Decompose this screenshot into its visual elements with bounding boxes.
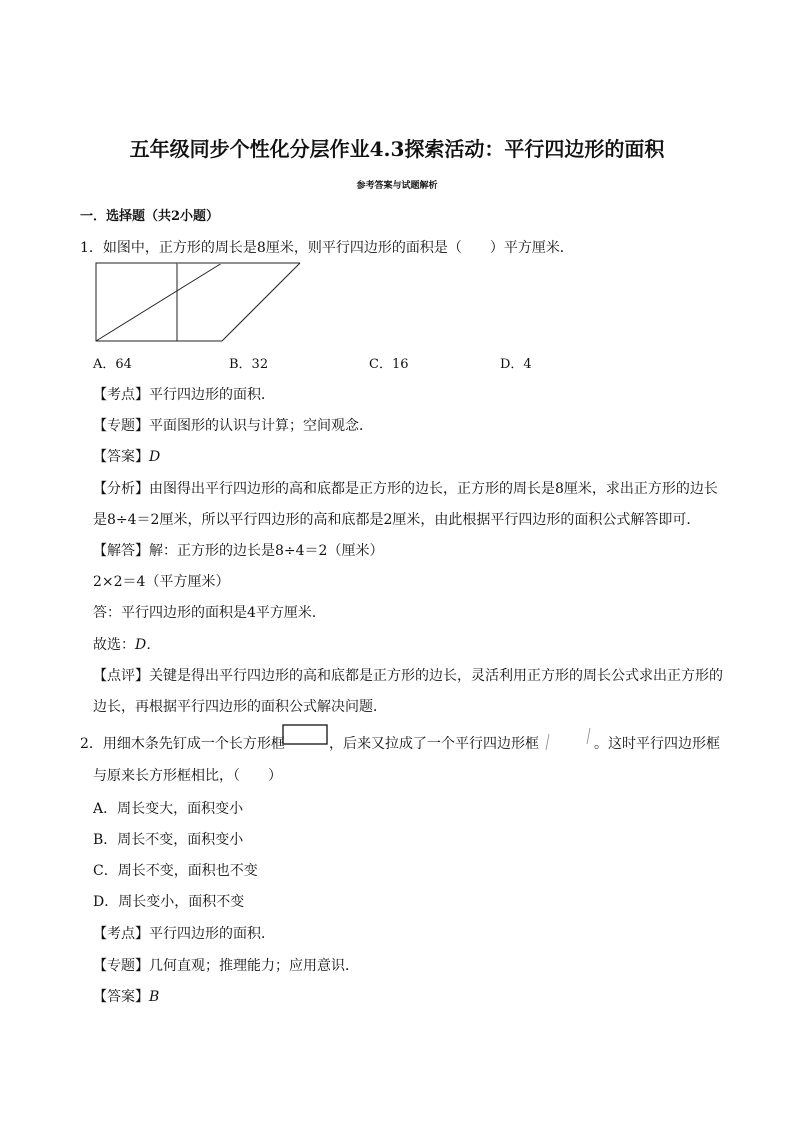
q1-option-b: B．32	[229, 357, 269, 372]
q1-stem: 1．如图中，正方形的周长是8厘米，则平行四边形的面积是（ ）平方厘米．	[80, 240, 574, 256]
q1-answer	[93, 446, 160, 466]
q2-option-a: A．周长变大，面积变小	[93, 801, 244, 817]
q1-zhuanti: 【专题】平面图形的认识与计算；空间观念．	[93, 418, 373, 434]
q1-dianping-line2: 边长，再根据平行四边形的面积公式解决问题．	[93, 699, 387, 715]
q1-guxuan	[93, 634, 160, 654]
page-title: 五年级同步个性化分层作业4.3探索活动：平行四边形的面积	[129, 137, 665, 161]
q1-parallelogram-right	[222, 263, 300, 341]
q2-option-c: C．周长不变，面积也不变	[93, 863, 258, 879]
q2-kaodian: 【考点】平行四边形的面积．	[93, 926, 275, 942]
q1-fenxi-line2: 是8÷4＝2厘米，所以平行四边形的高和底都是2厘米，由此根据平行四边形的面积公式解答即可．	[93, 512, 701, 528]
q1-option-a: A．64	[93, 357, 132, 372]
q2-rectangle-figure	[283, 725, 327, 744]
section-heading: 一．选择题（共2小题）	[80, 209, 220, 224]
q1-guxuan-label: 故选：	[93, 637, 135, 653]
q1-jieda-line1: 【解答】解：正方形的边长是8÷4＝2（厘米）	[93, 543, 384, 559]
q1-answer-value: D	[149, 449, 161, 465]
q2-option-d: D．周长变小，面积不变	[93, 894, 245, 910]
q1-answer-label: 【答案】	[93, 449, 149, 465]
q1-dianping-line1: 【点评】关键是得出平行四边形的高和底都是正方形的边长，灵活利用正方形的周长公式求出正方形的	[93, 668, 723, 684]
q1-parallelogram-diagonal	[96, 263, 222, 341]
q1-jieda-line2: 2×2＝4（平方厘米）	[93, 574, 230, 590]
q1-square	[96, 263, 177, 341]
q2-option-b: B．周长不变，面积变小	[93, 832, 244, 848]
q2-parallelogram-figure	[546, 728, 590, 750]
q2-stem-part-c: 。这时平行四边形框	[594, 736, 720, 752]
q2-answer-value: B	[149, 989, 160, 1005]
q2-stem-part-a: 2．用细木条先钉成一个长方形框	[80, 736, 285, 752]
q1-option-d: D．4	[500, 357, 532, 372]
q2-stem-line2: 与原来长方形框相比，（ ）	[93, 768, 282, 784]
q1-fenxi-line1: 【分析】由图得出平行四边形的高和底都是正方形的边长，正方形的周长是8厘米，求出正方形的边长	[93, 481, 718, 497]
q2-answer	[93, 986, 159, 1006]
q2-answer-label: 【答案】	[93, 989, 149, 1005]
q1-jieda-line3: 答：平行四边形的面积是4平方厘米．	[93, 605, 326, 621]
q1-kaodian: 【考点】平行四边形的面积．	[93, 387, 275, 403]
q1-option-c: C．16	[369, 357, 409, 372]
q2-stem-part-b: ，后来又拉成了一个平行四边形框	[329, 736, 539, 752]
q1-guxuan-value: D．	[135, 637, 161, 653]
q2-zhuanti: 【专题】几何直观；推理能力；应用意识．	[93, 958, 359, 974]
page-subtitle: 参考答案与试题解析	[356, 181, 438, 191]
